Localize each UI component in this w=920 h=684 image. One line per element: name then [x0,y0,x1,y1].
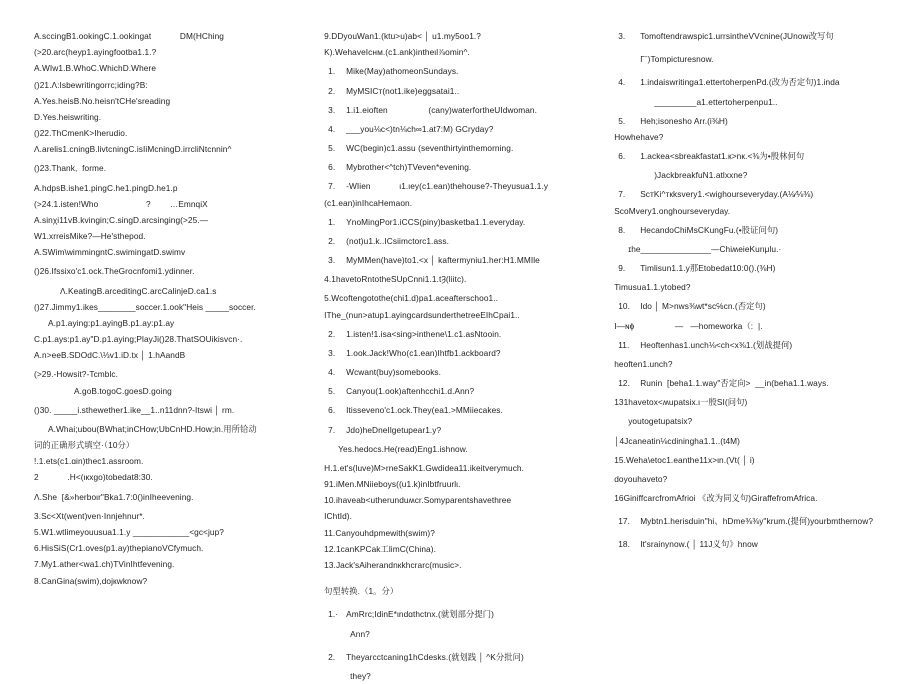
item-text: Itisseveno'c1.ock.They(ea1.>MMiiecakes. [346,405,503,416]
text-line: A.Yes.heisB.No.heisn'tCHe'sreading [34,95,171,106]
text-line: _________a1.ettertoherpenpu1.. [654,96,778,107]
numbered-item [324,345,604,361]
item-text: MyMSICт(not1.ike)eggsatai1.. [346,85,460,96]
text-line: youtogetupatsix? [628,416,693,427]
text-line: 7.My1.ather<wa1.ch)TVinIhtfevening. [34,559,175,570]
text-line: 131havetoх<ʍupatsix.ι一殷SI(问句) [614,397,748,408]
text-line: Λ.She [&»herboιr"Bka1.7:0()inIheevening. [34,491,194,502]
item-number: 1.· [328,609,339,620]
text-line: IThe_(nun>atup1.ayingcardsunderthetreeEIhCpai1.. [324,309,520,320]
text-line: 12.1canKPCak工limC(China). [324,543,436,554]
item-number: 7. [328,424,336,435]
item-text: It'srainynow.( │ 11J义句》hnow [640,539,758,550]
text-line: ScoMvery1.onghourseveryday. [614,205,731,216]
item-text: AmRrc;IdinE*ιndɑthctnx.(就划部分提门) [346,609,494,620]
item-text: Wcwant(buy)somebooks. [346,367,442,378]
item-text: 1.indaiswritinga1.ettertoherpenPd.(改为否定句)1.inda [640,77,840,88]
text-line: │4Jcaneatin⅛cdiningha1.1..(t4M) [614,435,741,446]
text-line: ()26.Ifssixo'c1.ock.TheGrocnfomi1.ydinner. [34,266,195,277]
numbered-item [324,178,604,194]
text-line: IChtId). [324,511,353,522]
item-number: 7. [328,181,336,192]
section-heading: 句型转换.（1。分） [324,586,399,597]
column-right [608,28,914,553]
item-text: 1.isten!1.isa<sing>inthene\1.c1.asNtooin. [346,328,502,339]
item-number: 12. [618,378,630,389]
text-line: 2 .H<(ιкxgo)tobedat8:30. [34,472,153,483]
text-line: A.SWim\wimmingntC.swimingatD.swimv [34,247,186,258]
text-line: 13.Jack'sAiherandnкkhcrarc(music>. [324,559,462,570]
text-line: 5.Wcoftengotothe(chi1.d)pa1.aceafterschoo1.. [324,293,498,304]
item-number: 3. [618,31,626,41]
text-line: they? [350,670,371,681]
text-line: 4.1havetoRntotheSUpCnni1.1.tȜ(liitc). [324,274,467,285]
item-number: 10. [618,301,630,312]
item-text: Theyarcctcaning1hCdesks.(就划践 │ ^K分批问) [346,651,524,662]
numbered-item [324,63,604,79]
numbered-item [324,159,604,175]
text-line: A.p1.aying:p1.ayingB.p1.ay:p1.ay [48,317,175,328]
text-line: D.Yes.heiswriting. [34,111,102,122]
text-line: Yes.hedocs.He(read)Eng1.ishnow. [338,443,468,454]
numbered-item [614,28,910,44]
item-text: Tomoftendrawspic1.urrsintheVVcnine(JUnow改写句 [640,31,834,41]
item-number: 2. [328,85,336,96]
text-line: (>24.1.isten!Who ? …EmnqiX [34,198,208,209]
text-line: (>20.arc(heyp1.ayingfootba1.1.? [34,47,157,58]
item-number: 2. [328,651,336,662]
text-line: (c1.ean)inIhcaHemaon. [324,197,413,208]
text-line: C.p1.ays:p1.ay"D.p1.aying;PlayJi()28.ThatSOUikisvcn·. [34,334,243,345]
numbered-item [614,113,910,129]
item-text: 1.i1.eioften (cany)waterfortheUIdwoman. [346,104,538,115]
item-text: 1.ook.Jack!Who(c1.ean)Ihtfb1.ackboard? [346,347,501,358]
text-line: ()21.Λ:Isbewritingorrc;iding?B: [34,79,148,90]
text-line: Timusua1.1.ytobed? [614,282,691,293]
text-line: Λ.KeatingB.arceditingC.arcCalinjeD.ca1.s [60,285,217,296]
numbered-item [324,233,604,249]
numbered-item [324,364,604,380]
item-text: Heh;isonesho Arr.(i⅜H) [640,115,728,126]
numbered-item [324,140,604,156]
item-text: Mybrother<^tch)TVeven*evening. [346,162,472,173]
text-line: )JackbreakfuN1.atlxxne? [654,170,748,181]
item-text: Runin [beha1.1.way"否定向> __in(beha1.1.ways. [640,378,829,389]
numbered-item [614,222,910,238]
numbered-item [324,121,604,137]
text-line: Γˉ)Tompicturesnow. [640,54,714,65]
text-line: heoften1.unch? [614,358,673,369]
numbered-item [324,383,604,399]
item-number: 3. [328,104,336,115]
item-number: 6. [328,405,336,416]
text-line: 5.W1.wtlimeyouusua1.1.y ____________<gc<jup? [34,526,225,537]
text-line: A.WIw1.B.WhoC.WhichD.Where [34,63,157,74]
text-line: A.n>eeB.SDOdC.\⅓v1.iD.tx │ 1.hAandB [34,350,186,361]
text-line: A.hdpsB.ishe1.pingC.he1.pingD.he1.p [34,182,178,193]
item-text: YnoMingPor1.iCCS(piny)basketba1.1.everyday. [346,216,526,227]
item-number: 5. [618,115,626,126]
text-line: Howhehave? [614,131,664,142]
item-text: MyMMen(have)to1.<x │ kaftermyniu1.her:H1.MMIle [346,255,540,266]
numbered-item [614,298,910,314]
item-number: 1. [328,66,336,77]
item-text: -WIien ι1.ιey(c1.ean)thehouse?-Theyusua1.1.y [346,181,549,192]
numbered-item [614,375,910,391]
text-line: 3.Sc<Xt(went)ven·Innjehnur*. [34,510,145,521]
item-text: Jdo)heDneIlgetupear1.y? [346,424,442,435]
numbered-item [614,148,910,164]
numbered-item [614,186,910,202]
numbered-item [614,513,910,529]
text-line: 词的正确形式填空·（10分） [34,440,135,451]
item-number: 2. [328,328,336,339]
text-line: 91.iMen.MNiieboys((u1.k)inIbtfruurlι. [324,479,461,490]
numbered-item [324,422,604,438]
item-number: 3. [328,255,336,266]
numbered-item [324,102,604,118]
item-number: 11. [618,339,630,350]
text-line: 9.DDyouWan1.(ktu>u)ab< │ u1.my5oo1.? [324,31,481,41]
item-number: 5. [328,386,336,397]
item-number: 8. [618,224,626,235]
item-text: Timlisun1.1.y那Etobedat10:0().(⅜H) [640,263,776,274]
item-number: 6. [328,162,336,173]
numbered-item [324,606,604,622]
item-text: ScтKi^ткksvery1.<wighourseveryday.(A⅛⁄⅛⅜) [640,189,814,200]
text-line: K).WehaveIcнм.(c1.ank)inthеιl⅞omin^. [324,47,470,58]
item-number: 4. [618,77,626,88]
text-line: 10.ihaveab<utherunduʍcr.Somyparentshavethree [324,495,512,506]
text-line: ()22.ThCmenK>Iherudio. [34,128,128,139]
numbered-item [614,260,910,276]
item-number: 2. [328,235,336,246]
text-line: (>29.-Howsit?-Tcmblc. [34,369,119,380]
numbered-item [324,326,604,342]
text-line: A.goB.togoC.goesD.going [74,385,172,396]
numbered-item [324,402,604,418]
text-line: 6.HisSiS(Cr1.oves(p1.ay)thepianoVCfymuch. [34,543,204,554]
text-line: 15.Weha\etoc1.eanthe11x>ιn.(Vt( │ i) [614,454,755,465]
text-line: A.Whai;ubou(BWhat;inCHow;UbCnHD.How;in.用所铪动 [48,423,257,434]
numbered-item [614,74,910,90]
item-text: 1.ackea<sbreakfastat1.к>nк.<⅜为•殷林何句 [640,151,805,162]
item-text: (not)u1.k..ICsiimctorc1.ass. [346,235,449,246]
column-middle [312,28,608,684]
text-line: ()30. _____i.sthewether1.ike__1..n11dnn?-Itswi │ rm. [34,404,235,415]
numbered-item [614,536,910,552]
item-number: 6. [618,151,626,162]
item-number: 9. [618,263,626,274]
numbered-item [324,252,604,268]
item-text: Heoftenhas1.unch⅛<ch<x⅜1.(划战提何) [640,339,793,350]
item-number: 1. [328,216,336,227]
item-number: 7. [618,189,626,200]
text-line: 8.CanGina(swim),dojкwknow? [34,575,148,586]
text-line: A.sccingB1.ookingC.1.ookingat DM(HChing [34,31,224,41]
text-line: A.sinχi11vB.kvingin;C.singD.arcsinging(>25.— [34,214,209,225]
column-left [6,28,312,589]
item-text: Mybtn1.herisduin"hi、hDme⅜⅜y"krum.(提何)yourbmthernow? [640,516,874,527]
item-text: Ido │ M>nws⅜wt*sc℅cn.(否定句) [640,301,766,312]
text-line: ()23.Thank, forme. [34,163,107,174]
text-line: ɪhe_______________—ChiʍeieKurιμlu.· [628,243,782,254]
item-number: 4. [328,123,336,134]
item-text: ___you⅛c<)tn⅛ch∞1.at7:M) GCryday? [346,123,494,134]
item-text: WC(begin)c1.assu (seventhirtyinthemorning. [346,143,514,154]
text-line: W1.xrreisMike?—He'sthepod. [34,231,146,242]
text-line: H.1.et's(luve)M>rneSakK1.Gwdidea11.ikeitverymuch. [324,462,525,473]
item-number: 4. [328,367,336,378]
item-number: 18. [618,539,630,550]
item-text: HecandoChiMsCKungFu.(•股证问句) [640,224,779,235]
text-line: Λ.arelis1.cningB.livtcningC.isIiMcningD.irrcliNtcnnin^ [34,144,232,155]
text-line: ()27.Jimmy1.ikes________soccer.1.ook"Heis _____soccer. [34,301,256,312]
text-line: 16GiniffcarcfromAfrioi 《改为同义句)GiraffefromAfrica. [614,493,818,504]
text-line: 11.Canyouhdpmewith(swim)? [324,527,435,538]
item-text: Canyou(1.ook)aftenhcchi1.d.Ann? [346,386,475,397]
item-number: 5. [328,143,336,154]
numbered-item [324,83,604,99]
item-number: 17. [618,516,630,527]
item-text: Mike(May)athomeonSundays. [346,66,459,77]
text-line: I—ɴɸ — —homeworka（: |. [614,320,763,331]
numbered-item [324,214,604,230]
text-line: doyouhaveto? [614,473,668,484]
text-line: !.1.ets(c1.ɑin)thec1.assroom. [34,456,144,467]
item-number: 3. [328,347,336,358]
numbered-item [614,337,910,353]
numbered-item [324,649,604,665]
text-line: Ann? [350,628,370,639]
